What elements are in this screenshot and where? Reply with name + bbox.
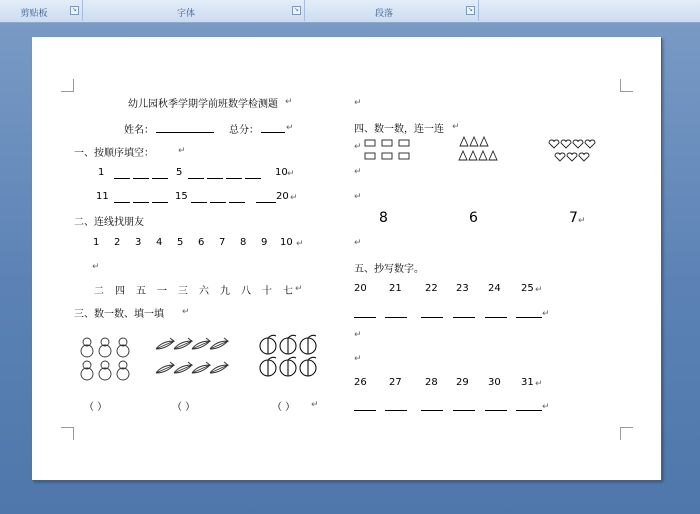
seq-start: 1 [98, 167, 105, 178]
chinese-number-item: 十 [262, 286, 272, 297]
seq-mid: 5 [176, 167, 183, 178]
ribbon [0, 0, 700, 23]
copy-number: 31 [521, 377, 534, 388]
paragraph-mark: ↵ [542, 309, 550, 319]
chinese-number-item: 三 [178, 286, 188, 297]
seq-blank [188, 178, 204, 179]
seq-blank [226, 178, 242, 179]
gourd-icon [78, 334, 136, 382]
copy-number: 24 [488, 283, 501, 294]
section-5-heading: 五、抄写数字。 [354, 264, 424, 275]
chinese-number-item: 六 [199, 286, 209, 297]
score-blank [261, 132, 285, 133]
ribbon-group-label: 字体 [176, 9, 195, 19]
number-item: 3 [135, 237, 142, 248]
seq-blank [245, 178, 261, 179]
copy-number: 21 [389, 283, 402, 294]
paragraph-mark: ↵ [311, 400, 319, 410]
rectangle-icon [364, 138, 414, 162]
ribbon-group-label: 剪贴板 [20, 9, 48, 19]
paragraph-mark: ↵ [354, 167, 362, 177]
seq-blank [207, 178, 223, 179]
section-1-heading: 一、按顺序填空： [74, 148, 154, 159]
big-number: 6 [469, 210, 478, 226]
answer-paren: （ ） [172, 402, 196, 413]
paragraph-mark: ↵ [354, 142, 362, 152]
paragraph-mark: ↵ [535, 379, 543, 389]
paragraph-mark: ↵ [178, 146, 186, 156]
copy-number: 28 [425, 377, 438, 388]
paragraph-mark: ↵ [354, 98, 362, 108]
ribbon-group-label: 段落 [374, 9, 393, 19]
apple-icon [258, 334, 320, 382]
big-number: 7 [569, 210, 578, 226]
answer-paren: （ ） [272, 402, 296, 413]
score-label: 总分： [229, 125, 259, 136]
name-blank [156, 132, 214, 133]
copy-number: 20 [354, 283, 367, 294]
copy-blank [516, 410, 542, 411]
seq-end: 10 [275, 167, 288, 178]
chinese-number-item: 二 [94, 286, 104, 297]
paragraph-mark: ↵ [578, 216, 586, 226]
paragraph-mark: ↵ [287, 169, 295, 179]
number-item: 8 [240, 237, 247, 248]
big-number: 8 [379, 210, 388, 226]
copy-blank [453, 317, 475, 318]
seq-blank [133, 178, 149, 179]
chinese-number-item: 四 [115, 286, 125, 297]
copy-blank [385, 410, 407, 411]
paragraph-mark: ↵ [296, 239, 304, 249]
crop-mark [620, 427, 633, 440]
ribbon-group-paragraph[interactable] [304, 0, 479, 21]
seq-blank [191, 202, 207, 203]
paragraph-mark: ↵ [286, 123, 294, 133]
triangle-icon [458, 136, 502, 162]
number-item: 1 [93, 237, 100, 248]
paragraph-mark: ↵ [290, 193, 298, 203]
number-item: 9 [261, 237, 268, 248]
copy-number: 25 [521, 283, 534, 294]
copy-blank [453, 410, 475, 411]
seq-blank [114, 178, 130, 179]
paragraph-mark: ↵ [354, 354, 362, 364]
seq-blank [152, 202, 168, 203]
copy-blank [354, 410, 376, 411]
paragraph-mark: ↵ [285, 97, 293, 107]
paragraph-mark: ↵ [354, 238, 362, 248]
copy-blank [516, 317, 542, 318]
answer-paren: （ ） [84, 402, 108, 413]
section-2-heading: 二、连线找朋友 [74, 217, 144, 228]
seq-blank [229, 202, 245, 203]
paragraph-mark: ↵ [354, 330, 362, 340]
seq-blank [114, 202, 130, 203]
seq-start: 11 [96, 191, 109, 202]
copy-blank [421, 410, 443, 411]
paragraph-mark: ↵ [182, 307, 190, 317]
seq-blank [210, 202, 226, 203]
pepper-icon [154, 335, 236, 380]
ribbon-group-clipboard[interactable] [0, 0, 83, 21]
section-3-heading: 三、数一数、填一填 [74, 309, 164, 320]
crop-mark [61, 427, 74, 440]
paragraph-mark: ↵ [535, 285, 543, 295]
copy-number: 23 [456, 283, 469, 294]
seq-end: 20 [276, 191, 289, 202]
heart-icon [548, 139, 602, 163]
number-item: 10 [280, 237, 293, 248]
number-item: 5 [177, 237, 184, 248]
dialog-launcher-icon[interactable]: ↘ [293, 6, 300, 13]
seq-blank [133, 202, 149, 203]
document-page[interactable] [32, 37, 661, 480]
document-title: 幼儿园秋季学期学前班数学检测题 [128, 99, 278, 110]
crop-mark [620, 79, 633, 92]
section-4-heading: 四、数一数，连一连 [354, 124, 444, 135]
copy-blank [421, 317, 443, 318]
copy-blank [485, 410, 507, 411]
copy-blank [385, 317, 407, 318]
paragraph-mark: ↵ [295, 284, 303, 294]
copy-blank [354, 317, 376, 318]
copy-number: 30 [488, 377, 501, 388]
number-item: 4 [156, 237, 163, 248]
chinese-number-item: 一 [157, 286, 167, 297]
chinese-number-item: 七 [283, 286, 293, 297]
seq-blank [256, 202, 276, 203]
copy-number: 22 [425, 283, 438, 294]
copy-number: 27 [389, 377, 402, 388]
dialog-launcher-icon[interactable]: ↘ [467, 6, 474, 13]
chinese-number-item: 九 [220, 286, 230, 297]
paragraph-mark: ↵ [354, 192, 362, 202]
paragraph-mark: ↵ [92, 262, 100, 272]
number-item: 6 [198, 237, 205, 248]
crop-mark [61, 79, 74, 92]
dialog-launcher-icon[interactable]: ↘ [71, 6, 78, 13]
seq-blank [152, 178, 168, 179]
seq-mid: 15 [175, 191, 188, 202]
copy-number: 26 [354, 377, 367, 388]
paragraph-mark: ↵ [452, 122, 460, 132]
number-item: 2 [114, 237, 121, 248]
number-item: 7 [219, 237, 226, 248]
chinese-number-item: 八 [241, 286, 251, 297]
copy-blank [485, 317, 507, 318]
ribbon-group-font[interactable] [82, 0, 305, 21]
paragraph-mark: ↵ [542, 402, 550, 412]
copy-number: 29 [456, 377, 469, 388]
chinese-number-item: 五 [136, 286, 146, 297]
name-label: 姓名： [124, 125, 154, 136]
